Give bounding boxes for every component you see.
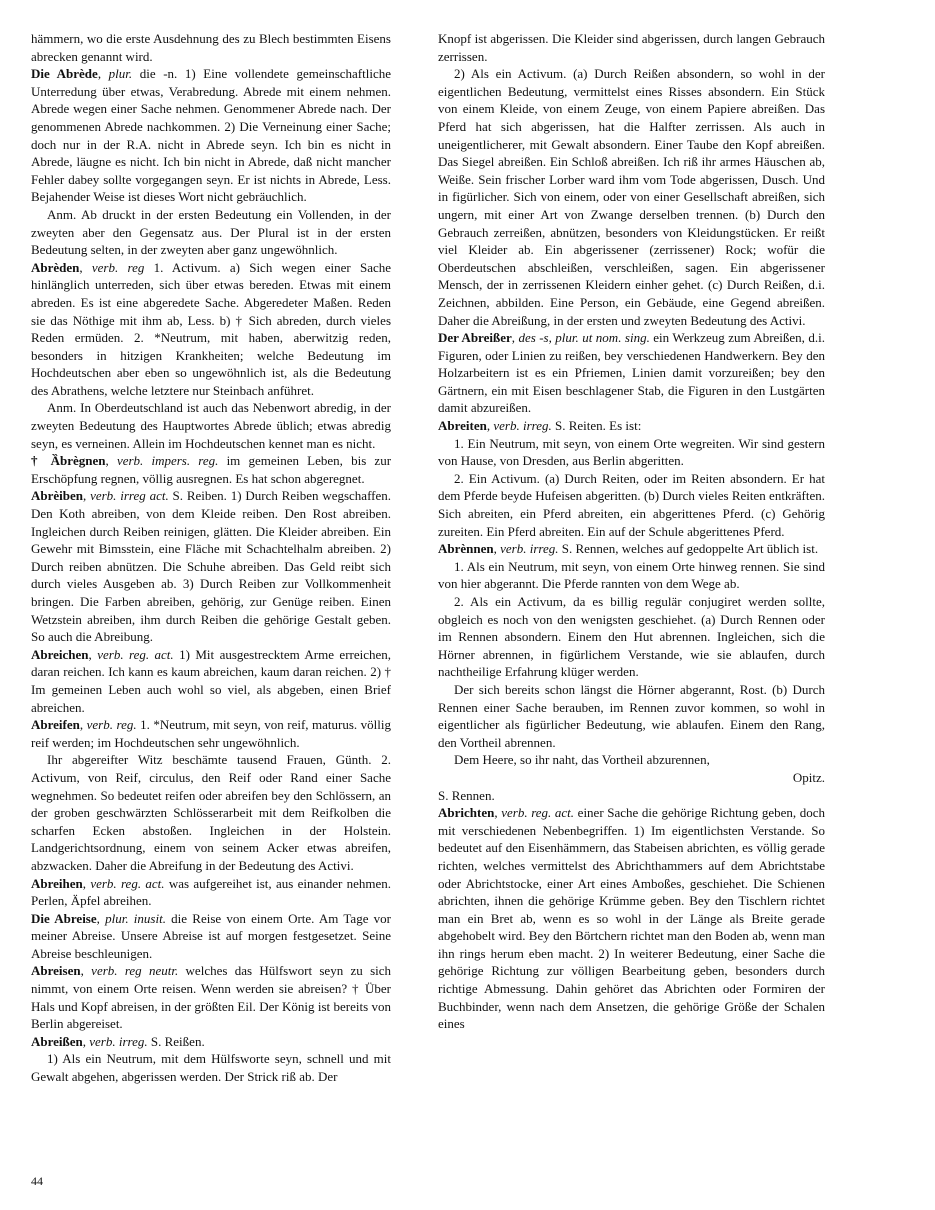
paragraph: 1. Als ein Neutrum, mit seyn, von einem Orte hinweg rennen. Sie sind von hier abgerannt. Die Pferde rannten von dem Wege ab. [438, 558, 825, 592]
dictionary-entry: Abreihen, verb. reg. act. was aufgereihet ist, aus einander nehmen. Perlen, Äpfel abreihen. [31, 875, 392, 909]
entry-definition: S. Reißen. [150, 1033, 205, 1049]
paragraph: Ihr abgereifter Witz beschämte tausend Frauen, Günth. 2. Activum, von Reif, circulus, den Reif oder Rand einer Sache wegnehmen. So bedeutet reifen oder abreifen bey den Schlössern, an der groben geschwärzten Schlösserarbeit mit dem Reifkolben die scharfen Ecken abstoßen. Ingleichen in der Holstein. Landgerichtsordnung, einem von seinem Acker etwas abreifen, abzwacken. Daher die Abreifung in der Bedeutung des Activi. [31, 752, 391, 873]
paragraph: Knopf ist abgerissen. Die Kleider sind abgerissen, durch langen Gebrauch zerrissen. [438, 31, 825, 64]
entry-definition: ein Werkzeug zum Abreißen, d.i. Figuren, oder Linien zu reißen, bey verschiedenen Handwerkern. Bey den Holzarbeitern ist es ein Pfriemen, Linien damit vorzureißen; bey den Gärtnern, ein mit Eisen beschlagener Stab, die Figuren in den Lustgärten damit abzureißen. [438, 330, 825, 416]
entry-definition: die -n. 1) Eine vollendete gemeinschaftliche Unterredung über etwas, Verabredung. Abrede mit einem nehmen. Abrede wegen einer Sache nehmen. Genommener Abrede nach. Der genommenen Abrede nachkommen. 2) Die Verneinung einer Sache; doch nur in der R.A. nicht in Abrede seyn. Ich bin es nicht in Abrede, läugne es nicht. Ich bin nicht in Abrede, daß nicht mancher Fehler dabey sollte vorgegangen seyn. Er ist nichts in Abrede, Less. Bejahender Weise ist dieses Wort nicht gebräuchlich. [31, 66, 392, 205]
paragraph: 2) Als ein Activum. (a) Durch Reißen absondern, so wohl in der eigentlichen Bedeutung, vermittelst eines Risses absondern. Ein Stück von einem Kleide, von einem Zeuge, von einem Papiere abreißen. Das Pferd hat sich abgerissen, hat die Halfter zerrissen. Als auch in uneigentlicherer, mit Gewalt absondern. Einer Taube den Kopf abreißen. Das Siegel abreißen. Ein Schloß abreißen. Ich riß ihr armes Häuschen ab, Weiße. Sein frischer Lorber ward ihm vom Tode abgerissen, Dusch. Und in figürlicher. Sich von einem, oder von einer Gesellschaft abreißen, sich ungern, mit einer Art von Zwange derselben trennen. (b) Durch den Gebrauch zerreißen, abnützen, besonders von Kleidungstücken. Er reißt viel Kleider ab. Ein abgerissener (zerrissener) Rock; wofür die Oberdeutschen abschleißen, verschleißen, sagen. Ein abgerissener Mensch, der in zerrissenen Kleidern einher gehet. (c) Durch Reißen, d.i. Zeichnen, abbilden. Eine Person, ein Gebäude, eine Gegend abreißen. Daher die Abreißung, in der ersten und zweyten Bedeutung des Activi. [438, 66, 825, 328]
dictionary-entry: Abreisen, verb. reg neutr. welches das Hülfswort seyn zu sich nimmt, von einem Orte reisen. Wenn werden sie abreisen? † Über Hals und Kopf abreisen, in der größten Eil. Der König ist bereits von Berlin abgereiset. [31, 963, 392, 1032]
paragraph: 2. Als ein Activum, da es billig regulär conjugiret werden sollte, obgleich es noch von den wenigsten geschiehet. (a) Durch Rennen oder im Rennen absondern. Einem den Hut abrennen. Ingleichen, sich die Hörner abrennen, in figürlichem Verstande, wie sie ablaufen, durch nachtheilige Erfahrung klüger werden. [438, 594, 825, 680]
dictionary-entry: Abrèden, verb. reg 1. Activum. a) Sich wegen einer Sache hinlänglich unterreden, sich über etwas bereden. Etwas mit einem abreden. Es ist eine abgeredete Sache. Abgeredeter Maßen. Reden sie das Nöthige mit ihm ab, Less. b) † Sich abreden, durch vieles Reden ermüden. 2. *Neutrum, mit haben, aberwitzig reden, besonders in hitzigen Krankheiten; welche Bedeutung im Hochdeutschen aber eben so ungewöhnlich ist, als die Bedeutung des Abrathens, welche letztere nur Steinbach anführet. [31, 259, 392, 398]
entry-definition: 1. *Neutrum, mit seyn, von reif, maturus. völlig reif werden; im Hochdeutschen sehr ungewöhnlich. [31, 717, 392, 750]
entry-definition: einer Sache die gehörige Richtung geben, doch mit verschiedenen Nebenbegriffen. 1) Im eigentlichsten Verstande. So bedeutet auf den Eisenhämmern, das Stabeisen abrichten, es völlig gerade richten, welches vermittelst des Abrichthammers auf dem Abrichtstabe oder Abrichtstocke, einer Art eines Amboßes, geschiehet. Die Schienen abrichten, ihnen die gehörige Krümme geben. Bey den Tischlern richtet man ein Bret ab, wenn es so wohl in der Länge als Breite gerade abgehobelt wird. Bey den Börtchern richtet man den Boden ab, wenn man ihn rings herum eben macht. 2) In weiterer Bedeutung, einer Sache die gehörige Richtung zur völligen Bearbeitung geben, besonders durch richtige Abmessung. Dahin gehöret das Abrichten oder Formiren der Buchbinder, wenn nach dem Ansetzen, die gehörige Größe der Schalen eines [438, 805, 826, 1032]
entry-definition: S. Reiten. Es ist: [555, 418, 642, 434]
paragraph: Dem Heere, so ihr naht, das Vortheil abzurennen, [454, 752, 710, 768]
grammar-note: verb. reg. act. [90, 875, 165, 891]
grammar-note: verb. reg. [86, 717, 137, 733]
entry-definition: im gemeinen Leben, bis zur Erschöpfung regnen, völlig ausregnen. Es hat schon abgeregnet. [31, 453, 392, 486]
paragraph: 2. Ein Activum. (a) Durch Reiten, oder im Reiten absondern. Er hat dem Pferde beyde Hufeisen abgeritten. (b) Durch vieles Reiten entkräften. Sich abreiten, ein Pferd abreiten, ein abgerittenes Pferd. (c) Gehörig zureiten. Ein Pferd abreiten. Ein auf der Schule abgerittenes Pferd. [438, 470, 825, 539]
headword: Abrènnen [438, 541, 494, 557]
entry-definition: 1) Mit ausgestrecktem Arme erreichen, daran reichen. Ich kann es kaum abreichen, kaum daran reichen. 2) † Im gemeinen Leben auch wohl so viel, als abgeben, einen Brief abreichen. [31, 646, 392, 715]
headword: Abrèiben [31, 488, 83, 504]
dictionary-entry: Abreiten, verb. irreg. S. Reiten. Es ist: [438, 418, 642, 434]
headword: Der Abreißer [438, 330, 512, 346]
dictionary-entry: Abreifen, verb. reg. 1. *Neutrum, mit seyn, von reif, maturus. völlig reif werden; im Hochdeutschen sehr ungewöhnlich. [31, 717, 392, 750]
dictionary-entry: Abreichen, verb. reg. act. 1) Mit ausgestrecktem Arme erreichen, daran reichen. Ich kann es kaum abreichen, kaum daran reichen. 2) † Im gemeinen Leben auch wohl so viel, als abgeben, einen Brief abreichen. [31, 646, 392, 715]
left-column [31, 30, 391, 1086]
grammar-note: verb. irreg act. [90, 488, 169, 504]
dictionary-entry: Abreißen, verb. irreg. S. Reißen. [31, 1033, 205, 1049]
paragraph: Anm. Ab druckt in der ersten Bedeutung ein Vollenden, in der zweyten aber den Gegensatz aus. Der Plural ist in der ersten Bedeutung selten, in der zweyten aber ganz ungewöhnlich. [31, 206, 391, 258]
paragraph: S. Rennen. [438, 787, 495, 803]
grammar-note: des -s, plur. ut nom. sing. [518, 330, 650, 346]
attribution: Opitz. [792, 769, 825, 785]
paragraph: Der sich bereits schon längst die Hörner abgerannt, Rost. (b) Durch Rennen einer Sache berauben, im Rennen zuvor kommen, so wohl in eigentlicher als figürlicher Bedeutung, wie ablaufen. Einem den Rang, den Vortheil abrennen. [438, 681, 825, 750]
entry-definition: was aufgereihet ist, aus einander nehmen. Perlen, Äpfel abreihen. [31, 875, 392, 909]
right-column [438, 30, 825, 1033]
paragraph: 1) Als ein Neutrum, mit dem Hülfsworte seyn, schnell und mit Gewalt abgehen, abgerissen werden. Der Strick riß ab. Der [31, 1051, 391, 1085]
dictionary-entry: Abrichten, verb. reg. act. einer Sache die gehörige Richtung geben, doch mit verschiedenen Nebenbegriffen. 1) Im eigentlichsten Verstande. So bedeutet auf den Eisenhämmern, das Stabeisen abrichten, es völlig gerade richten, welches vermittelst des Abrichthammers auf dem Abrichtstabe oder Abrichtstocke, einer Art eines Amboßes, geschiehet. Die Schienen abrichten, ihnen die gehörige Krümme geben. Bey den Tischlern richtet man ein Bret ab, wenn es so wohl in der Länge als Breite gerade abgehobelt wird. Bey den Börtchern richtet man den Boden ab, wenn man ihn rings herum eben macht. 2) In weiterer Bedeutung, einer Sache die gehörige Richtung zur völligen Bearbeitung geben, besonders durch richtige Abmessung. Dahin gehöret das Abrichten oder Formiren der Buchbinder, wenn nach dem Ansetzen, die gehörige Größe der Schalen eines [438, 805, 826, 1032]
grammar-note: verb. reg. act. [97, 646, 174, 662]
headword: Abreifen [31, 717, 80, 733]
entry-definition: die Reise von einem Orte. Am Tage vor meiner Abreise. Unsere Abreise ist auf morgen festgesetzet. Seine Abreise beschleunigen. [31, 910, 392, 961]
page-number: 44 [31, 1174, 43, 1188]
headword: Abreihen [31, 875, 83, 891]
headword: Abreißen [31, 1033, 83, 1049]
headword: Abreichen [31, 646, 89, 662]
paragraph: 1. Ein Neutrum, mit seyn, von einem Orte wegreiten. Wir sind gestern von Hause, von Dresden, aus Berlin abgeritten. [438, 435, 825, 469]
grammar-note: verb. reg [91, 259, 145, 275]
headword: † Ȁbrègnen [31, 453, 106, 469]
grammar-note: verb. reg. act. [501, 805, 575, 821]
headword: Abrèden [31, 259, 80, 275]
dictionary-entry: Die Abreise, plur. inusit. die Reise von einem Orte. Am Tage vor meiner Abreise. Unsere Abreise ist auf morgen festgesetzet. Seine Abreise beschleunigen. [31, 910, 392, 961]
entry-definition: S. Reiben. 1) Durch Reiben wegschaffen. Den Koth abreiben, von dem Kleide reiben. Den Rost abreiben. Ingleichen durch Reiben reinigen, glätten. Die Kleider abreiben. Ein Gewehr mit Bimsstein, eine Fläche mit Schachtelhalm abreiben. 2) Durch reiben abnützen. Die Schuhe abreiben. Das Geld reibt sich durch vieles Ausgeben ab. 3) Durch Reiben zur Vollkommenheit bringen. Die Farben abreiben, gehörig, zur Genüge reiben. Einen Wetzstein abreiben, ihm durch Reiben die gehörige Gestalt geben. So auch die Abreibung. [31, 488, 392, 645]
headword: Abrichten [438, 805, 495, 821]
entry-definition: welches das Hülfswort seyn zu sich nimmt, von einem Orte reisen. Wenn werden sie abreisen? † Über Hals und Kopf abreisen, in der größten Eil. Der König ist bereits von Berlin abgereiset. [31, 963, 392, 1032]
grammar-note: verb. irreg. [89, 1033, 148, 1049]
dictionary-entry: † Ȁbrègnen, verb. impers. reg. im gemeinen Leben, bis zur Erschöpfung regnen, völlig ausregnen. Es hat schon abgeregnet. [31, 453, 392, 486]
entry-definition: S. Rennen, welches auf gedoppelte Art üblich ist. [561, 541, 819, 557]
grammar-note: verb. irreg. [493, 418, 552, 434]
paragraph: Anm. In Oberdeutschland ist auch das Nebenwort abredig, in der zweyten Bedeutung des Hauptwortes Abrede üblich; etwas abredig seyn, es verneinen. Allein im Hochdeutschen kennet man es nicht. [31, 400, 391, 451]
headword: Abreisen [31, 963, 81, 979]
dictionary-entry: Der Abreißer, des -s, plur. ut nom. sing. ein Werkzeug zum Abreißen, d.i. Figuren, oder Linien zu reißen, bey verschiedenen Handwerkern. Bey den Holzarbeitern ist es ein Pfriemen, Linien damit vorzureißen; bey den Gärtnern, ein mit Eisen beschlagener Stab, die Figuren in den Lustgärten damit abzureißen. [438, 330, 825, 416]
headword: Die Abreise [31, 910, 97, 926]
headword: Abreiten [438, 418, 487, 434]
dictionary-entry: Abrènnen, verb. irreg. S. Rennen, welches auf gedoppelte Art üblich ist. [438, 541, 819, 557]
grammar-note: verb. reg neutr. [91, 963, 179, 979]
dictionary-entry: Abrèiben, verb. irreg act. S. Reiben. 1) Durch Reiben wegschaffen. Den Koth abreiben, von dem Kleide reiben. Den Rost abreiben. Ingleichen durch Reiben reinigen, glätten. Die Kleider abreiben. Ein Gewehr mit Bimsstein, eine Fläche mit Schachtelhalm abreiben. 2) Durch reiben abnützen. Die Schuhe abreiben. Das Geld reibt sich durch vieles Ausgeben ab. 3) Durch Reiben zur Vollkommenheit bringen. Die Farben abreiben, gehörig, zur Genüge reiben. Einen Wetzstein abreiben, ihm durch Reiben die gehörige Gestalt geben. So auch die Abreibung. [31, 488, 392, 645]
grammar-note: verb. impers. reg. [116, 453, 219, 469]
grammar-note: plur. inusit. [105, 910, 166, 926]
grammar-note: verb. irreg. [500, 541, 559, 557]
dictionary-entry: Die Abrède, plur. die -n. 1) Eine vollendete gemeinschaftliche Unterredung über etwas, Verabredung. Abrede mit einem nehmen. Abrede wegen einer Sache nehmen. Genommener Abrede nach. Der genommenen Abrede nachkommen. 2) Die Verneinung einer Sache; doch nur in der R.A. nicht in Abrede seyn. Ich bin es nicht in Abrede, läugne es nicht. Ich bin nicht in Abrede, daß nicht mancher Fehler dabey sollte vorgegangen seyn. Er ist nichts in Abrede, Less. Bejahender Weise ist dieses Wort nicht gebräuchlich. [31, 66, 392, 205]
headword: Die Abrède [31, 66, 98, 82]
paragraph: hämmern, wo die erste Ausdehnung des zu Blech bestimmten Eisens abrecken genannt wird. [31, 31, 391, 64]
entry-definition: 1. Activum. a) Sich wegen einer Sache hinlänglich unterreden, sich über etwas bereden. Etwas mit einem abreden. Es ist eine abgeredete Sache. Abgeredeter Maßen. Reden sie das Nöthige mit ihm ab, Less. b) † Sich abreden, durch vieles Reden ermüden. 2. *Neutrum, mit haben, aberwitzig reden, besonders in hitzigen Krankheiten; welche Bedeutung im Hochdeutschen aber eben so ungewöhnlich ist, als die Bedeutung des Abrathens, welche letztere nur Steinbach anführet. [31, 259, 392, 398]
grammar-note: plur. [108, 66, 133, 82]
